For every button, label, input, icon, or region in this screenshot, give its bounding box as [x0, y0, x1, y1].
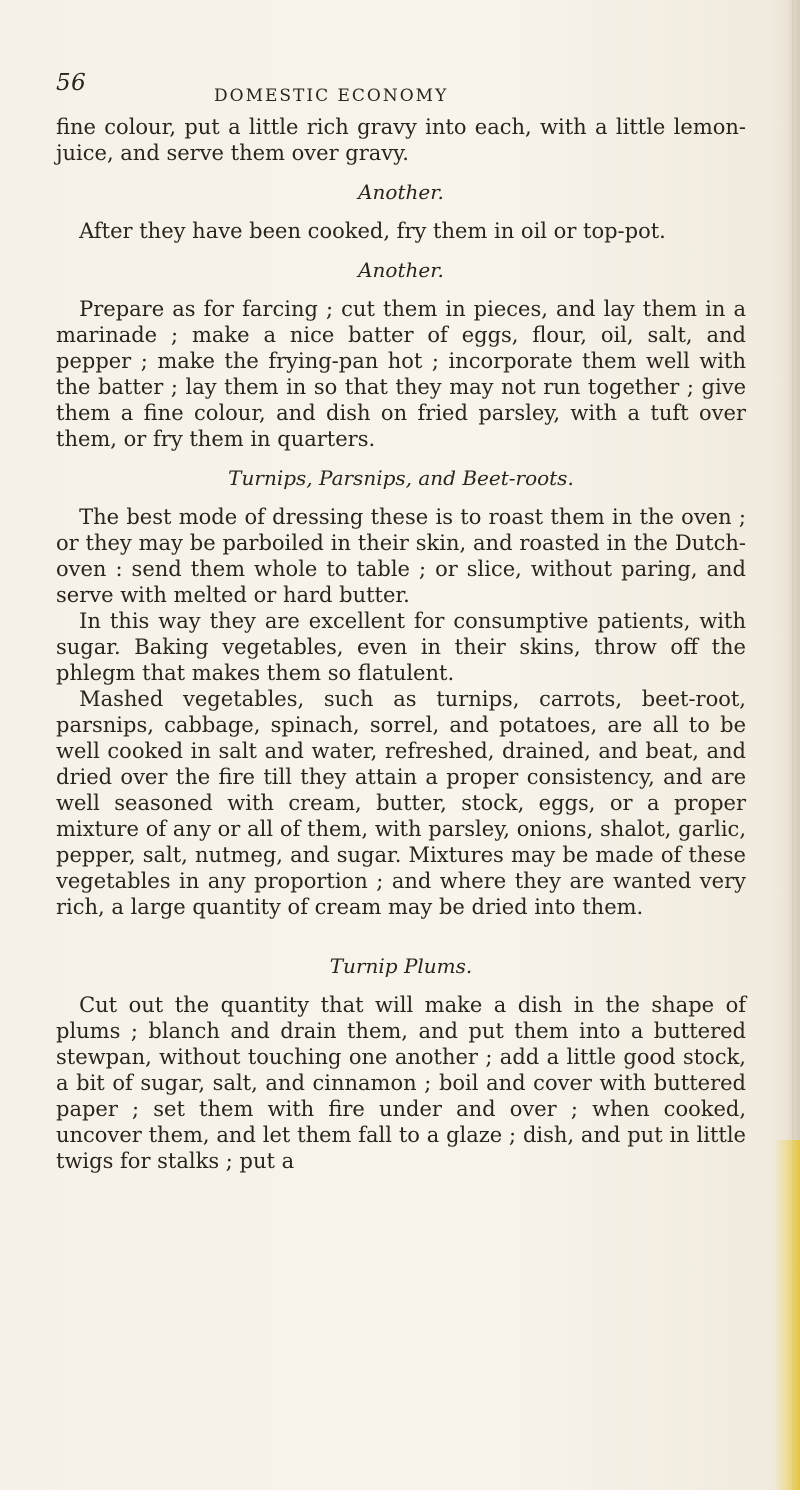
- paragraph-3: Prepare as for farcing ; cut them in pieces, and lay them in a marinade ; make a nice batter of eggs, flour, oil, salt, and pepper ; make the frying-pan hot ; incorporate them well with the batter ; lay them in so that they may not run together ; give them a fine colour, and dish on fried parsley, with a tuft over them, or fry them in quarters.: [56, 297, 746, 451]
- page-header: [56, 72, 746, 112]
- heading-another-1: Another.: [358, 180, 444, 204]
- paragraph-1: fine colour, put a little rich gravy into each, with a little lemon-juice, and serve them over gravy.: [56, 115, 746, 165]
- paragraph-4: The best mode of dressing these is to roast them in the oven ; or they may be parboiled in their skin, and roasted in the Dutch-oven : send them whole to table ; or slice, without paring, and serve with melted or hard butter.: [56, 505, 746, 607]
- page-number: 56: [56, 70, 87, 96]
- paragraph-2: After they have been cooked, fry them in oil or top-pot.: [79, 219, 666, 243]
- spacer: [56, 920, 746, 940]
- main-text: [56, 114, 746, 1174]
- paragraph-6: Mashed vegetables, such as turnips, carrots, beet-root, parsnips, cabbage, spinach, sorrel, and potatoes, are all to be well cooked in salt and water, refreshed, drained, and beat, and dried over the fire till they attain a proper consistency, and are well seasoned with cream, butter, stock, eggs, or a proper mixture of any or all of them, with parsley, onions, shalot, garlic, pepper, salt, nutmeg, and sugar. Mixtures may be made of these vegetables in any proportion ; and where they are wanted very rich, a large quantity of cream may be dried into them.: [56, 687, 746, 919]
- heading-another-2: Another.: [358, 258, 444, 282]
- paragraph-7: Cut out the quantity that will make a dish in the shape of plums ; blanch and drain them, and put them into a buttered stewpan, without touching one another ; add a little good stock, a bit of sugar, salt, and cinnamon ; boil and cover with buttered paper ; set them with fire under and over ; when cooked, uncover them, and let them fall to a glaze ; dish, and put in little twigs for stalks ; put a: [56, 993, 746, 1173]
- paragraph-5: In this way they are excellent for consumptive patients, with sugar. Baking vegetables, even in their skins, throw off the phlegm that makes them so flatulent.: [56, 609, 746, 685]
- heading-turnip-plums: Turnip Plums.: [329, 954, 473, 978]
- page-stain: [774, 1140, 800, 1490]
- heading-turnips-parsnips-beetroots: Turnips, Parsnips, and Beet-roots.: [228, 466, 574, 490]
- running-head: DOMESTIC ECONOMY: [214, 86, 449, 106]
